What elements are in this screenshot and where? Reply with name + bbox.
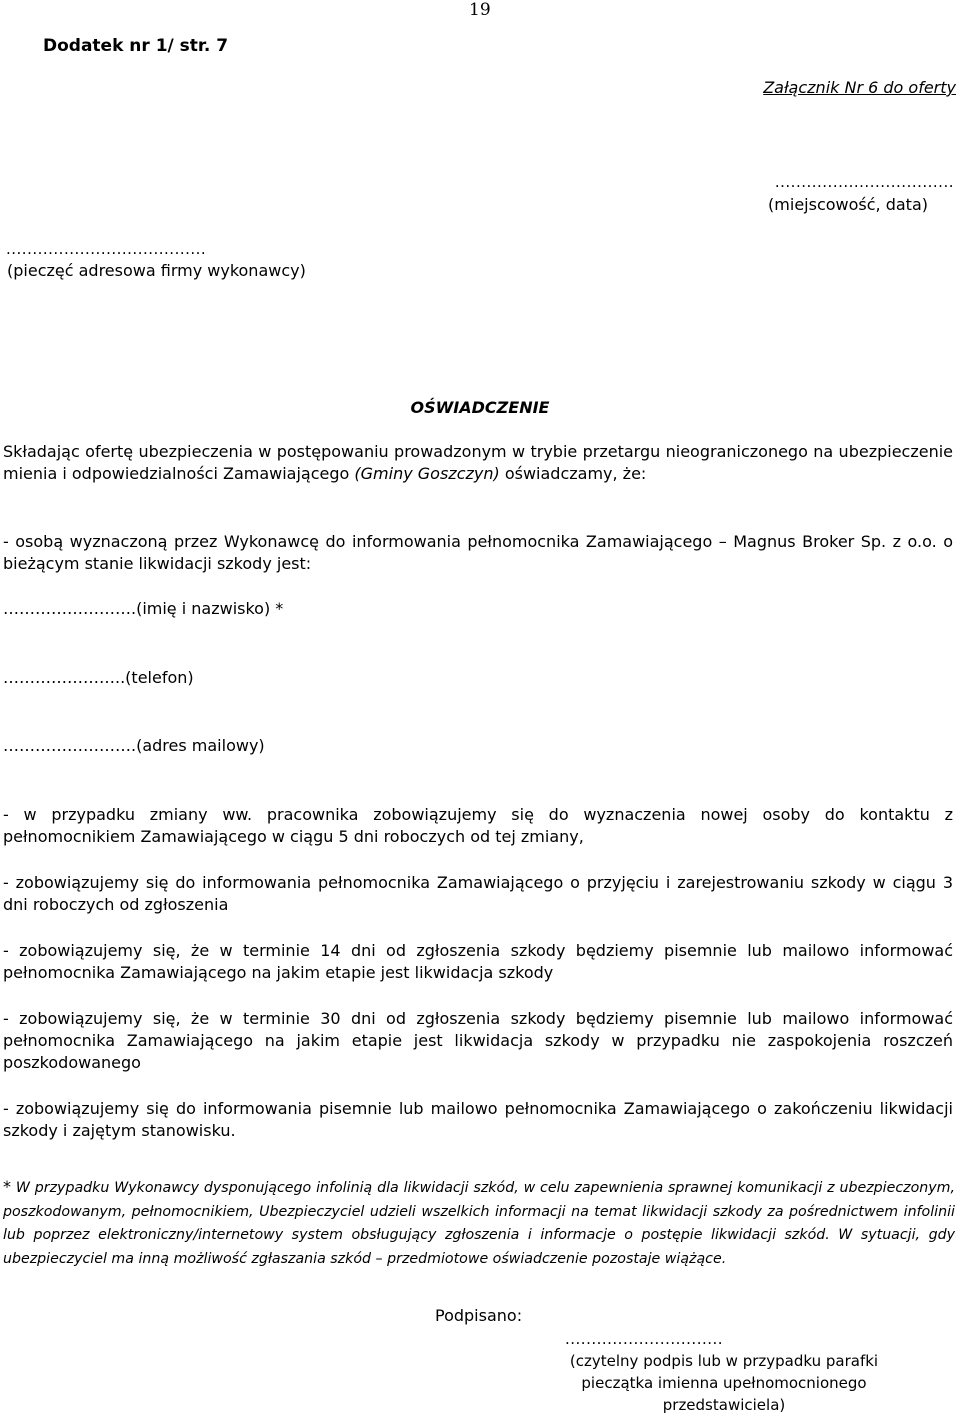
signature-dots: .............................. [565, 1330, 724, 1348]
place-date-dots: .................................. [774, 173, 954, 191]
obligation-paragraph: - zobowiązujemy się do informowania pełnomocnika Zamawiającego o przyjęciu i zarejestrowaniu szkody w ciągu 3 dni roboczych od zgłoszenia [3, 873, 953, 914]
stamp-dots: ...................................... [6, 240, 207, 258]
intro-text: Składając ofertę ubezpieczenia w postępowaniu prowadzonym w trybie przetargu nieograniczonego na ubezpieczenie mienia i odpowiedzialności Zamawiającego [3, 442, 953, 483]
obligation-paragraph: - zobowiązujemy się do informowania pisemnie lub mailowo pełnomocnika Zamawiającego o zakończeniu likwidacji szkody i zajętym stanowisku. [3, 1099, 953, 1140]
phone-field: …………………..(telefon) [3, 668, 194, 687]
intro-paragraph [3, 441, 953, 485]
intro-municipality: (Gminy Goszczyn) [354, 464, 500, 483]
footnote [3, 1175, 955, 1271]
footnote-text: W przypadku Wykonawcy dysponującego infolinią dla likwidacji szkód, w celu zapewnienia sprawnej komunikacji z ubezpieczonym, poszkodowanym, pełnomocnikiem, Ubezpieczyciel udzieli wszelkich informacji na temat likwidacji szkody za pośrednictwem infolinii lub poprzez elektroniczny/internetowy system obsługujący zgłoszenia i informacje o postępie likwidacji szkód. W sytuacji, gdy ubezpieczyciel ma inną możliwość zgłaszania szkód – przedmiotowe oświadczenie pozostaje wiążące. [3, 1180, 955, 1267]
name-field: …………………….(imię i nazwisko) * [3, 599, 284, 618]
intro-declaration: oświadczamy, że: [499, 464, 647, 483]
page-number: 19 [469, 0, 491, 20]
signature-label: (czytelny podpis lub w przypadku parafki pieczątka imienna upełnomocnionego przedstawiciela) [569, 1352, 879, 1414]
email-field: …………………….(adres mailowy) [3, 736, 265, 755]
stamp-label: (pieczęć adresowa firmy wykonawcy) [7, 261, 306, 280]
obligation-paragraph: - zobowiązujemy się, że w terminie 14 dni od zgłoszenia szkody będziemy pisemnie lub mailowo informować pełnomocnika Zamawiającego na jakim etapie jest likwidacja szkody [3, 941, 953, 982]
appendix-label: Dodatek nr 1/ str. 7 [43, 36, 229, 56]
document-title: OŚWIADCZENIE [410, 398, 550, 417]
contact-person-paragraph: - osobą wyznaczoną przez Wykonawcę do informowania pełnomocnika Zamawiającego – Magnus Broker Sp. z o.o. o bieżącym stanie likwidacji szkody jest: [3, 532, 953, 573]
attachment-label: Załącznik Nr 6 do oferty [763, 78, 956, 97]
obligation-paragraph: - zobowiązujemy się, że w terminie 30 dni od zgłoszenia szkody będziemy pisemnie lub mailowo informować pełnomocnika Zamawiającego na jakim etapie jest likwidacja szkody w przypadku nie zaspokojenia roszczeń poszkodowanego [3, 1009, 953, 1072]
obligation-paragraph: - w przypadku zmiany ww. pracownika zobowiązujemy się do wyznaczenia nowej osoby do kontaktu z pełnomocnikiem Zamawiającego w ciągu 5 dni roboczych od tej zmiany, [3, 805, 953, 846]
signed-label: Podpisano: [435, 1306, 523, 1325]
place-date-label: (miejscowość, data) [768, 195, 928, 214]
footnote-star: * [3, 1177, 11, 1196]
